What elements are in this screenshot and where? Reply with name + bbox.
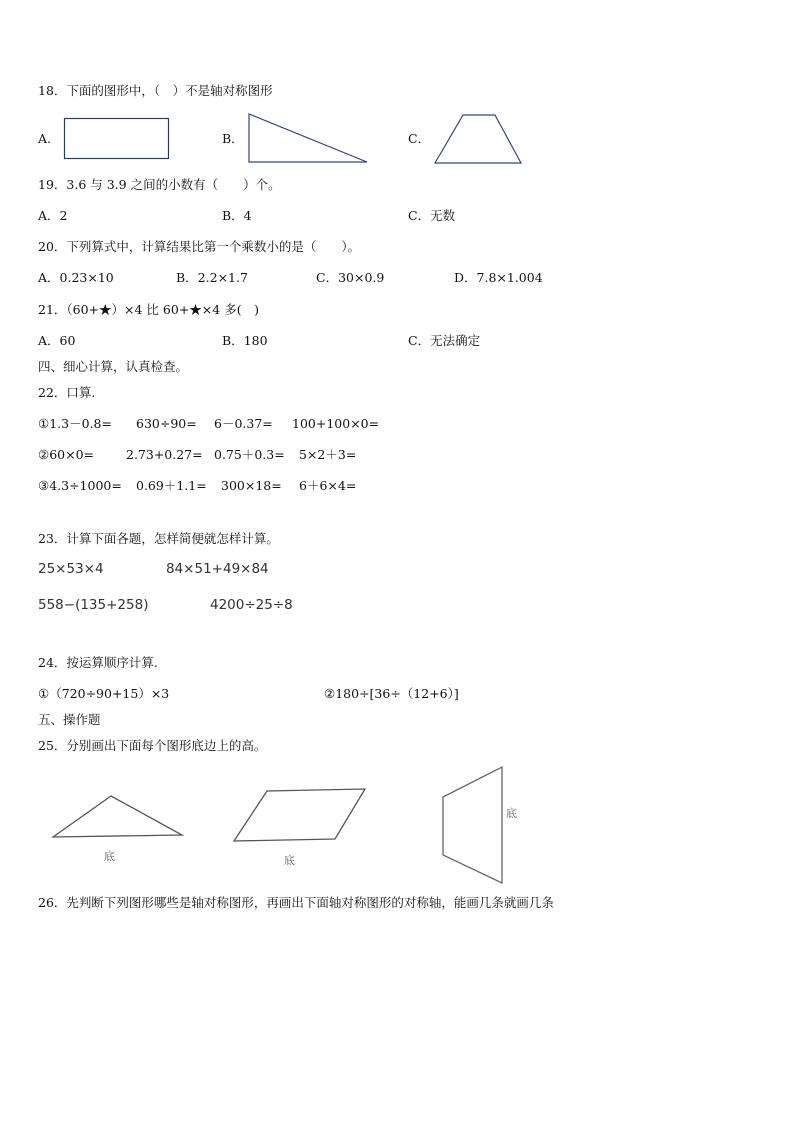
q25-trapezoid-shape bbox=[443, 767, 502, 883]
q18-option-b: B． bbox=[222, 131, 244, 146]
q25-parallelogram-shape bbox=[234, 789, 365, 841]
q25-parallelogram-base-label: 底 bbox=[284, 854, 295, 867]
q18-option-a: A. bbox=[38, 131, 52, 146]
q22-r1-c1: ①1.3－0.8= bbox=[38, 416, 112, 431]
q18-right-triangle-shape bbox=[249, 114, 367, 162]
q21-stem: 21．（60+★）×4 比 60+★×4 多( ) bbox=[38, 302, 259, 317]
q22-r2-c2: 2.73+0.27= bbox=[126, 447, 203, 462]
q20-option-d: D．7.8×1.004 bbox=[454, 270, 543, 285]
q22-r2-c3: 0.75＋0.3= bbox=[214, 447, 285, 462]
q22-r3-c3: 300×18= bbox=[221, 478, 282, 493]
q24-expression-2: ②180÷[36÷（12+6）] bbox=[324, 686, 459, 701]
q22-r2-c4: 5×2＋3= bbox=[299, 447, 357, 462]
q18-trapezoid-shape bbox=[435, 115, 521, 163]
q19-option-a: A．2 bbox=[38, 208, 68, 223]
q19-stem: 19．3.6 与 3.9 之间的小数有（ ）个。 bbox=[38, 177, 281, 192]
q19-option-b: B．4 bbox=[222, 208, 252, 223]
q21-option-a: A．60 bbox=[38, 333, 76, 348]
q20-stem: 20．下列算式中，计算结果比第一个乘数小的是（ ）。 bbox=[38, 239, 361, 254]
q21-option-c: C．无法确定 bbox=[408, 333, 481, 348]
q26-stem: 26．先判断下列图形哪些是轴对称图形，再画出下面轴对称图形的对称轴，能画几条就画几条 bbox=[38, 895, 554, 910]
q23-expression-1: 25×53×4 bbox=[38, 561, 104, 577]
q23-expression-4: 4200÷25÷8 bbox=[210, 597, 293, 613]
q20-option-c: C．30×0.9 bbox=[316, 270, 385, 285]
q23-expression-2: 84×51+49×84 bbox=[166, 561, 269, 577]
q22-r1-c2: 630÷90= bbox=[136, 416, 197, 431]
q22-r2-c1: ②60×0= bbox=[38, 447, 95, 462]
section-4-heading: 四、细心计算，认真检查。 bbox=[38, 359, 189, 374]
q21-option-b: B．180 bbox=[222, 333, 268, 348]
q23-expression-3: 558−(135+258) bbox=[38, 597, 149, 613]
q22-r3-c1: ③4.3÷1000= bbox=[38, 478, 122, 493]
q22-r3-c2: 0.69＋1.1= bbox=[136, 478, 207, 493]
q25-triangle-base-label: 底 bbox=[104, 850, 115, 863]
q24-stem: 24．按运算顺序计算. bbox=[38, 655, 158, 670]
q24-expression-1: ①（720÷90+15）×3 bbox=[38, 686, 170, 701]
q18-stem: 18．下面的图形中，（ ）不是轴对称图形 bbox=[38, 83, 273, 98]
q23-stem: 23．计算下面各题，怎样简便就怎样计算。 bbox=[38, 531, 279, 546]
q22-r1-c3: 6－0.37= bbox=[214, 416, 273, 431]
q22-stem: 22．口算. bbox=[38, 385, 96, 400]
q25-stem: 25．分别画出下面每个图形底边上的高。 bbox=[38, 738, 267, 753]
q25-trapezoid-base-label: 底 bbox=[506, 807, 517, 820]
q18-option-c: C． bbox=[408, 131, 431, 146]
q19-option-c: C．无数 bbox=[408, 208, 456, 223]
section-5-heading: 五、操作题 bbox=[38, 712, 101, 727]
q20-option-b: B．2.2×1.7 bbox=[176, 270, 248, 285]
q25-triangle-shape bbox=[53, 796, 182, 837]
q20-option-a: A．0.23×10 bbox=[38, 270, 114, 285]
q18-rectangle-shape bbox=[65, 119, 169, 159]
q22-r3-c4: 6＋6×4= bbox=[299, 478, 357, 493]
q22-r1-c4: 100+100×0= bbox=[292, 416, 380, 431]
